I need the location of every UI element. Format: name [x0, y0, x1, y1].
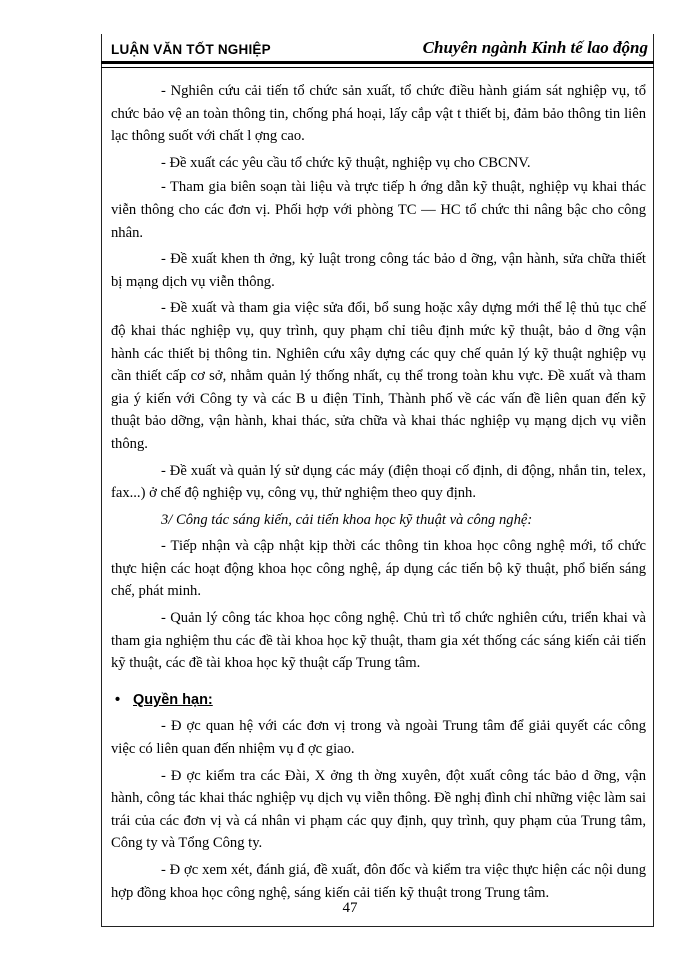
body-paragraph: - Đ ợc kiểm tra các Đài, X ởng th ờng xuyên, đột xuất công tác bảo d ỡng, vận hành, công tác khai thác nghiệp vụ dịch vụ viễn thông. Đề nghị đình chỉ những việc làm sai trái của các đơn vị và cá nhân vi phạm các quy định, quy trình, quy phạm của Trung tâm, Công ty và Tổng Công ty.	[111, 767, 646, 852]
body-paragraph: - Đề xuất và quản lý sử dụng các máy (điện thoại cố định, di động, nhắn tin, telex, fax...) ở chế độ nghiệp vụ, công vụ, thử nghiệm theo quy định.	[111, 462, 646, 502]
rights-heading	[115, 689, 646, 712]
page-header	[101, 34, 654, 68]
body-paragraph: - Đề xuất khen th ởng, kỷ luật trong công tác bảo d ỡng, vận hành, sửa chữa thiết bị mạng dịch vụ viễn thông.	[111, 251, 646, 290]
header-left-title: LUẬN VĂN TỐT NGHIỆP	[111, 42, 271, 57]
page-number: 47	[342, 900, 358, 916]
header-rule-thin	[101, 67, 654, 68]
header-rule-thick	[101, 61, 654, 64]
body-paragraph: - Tiếp nhận và cập nhật kịp thời các thông tin khoa học công nghệ mới, tổ chức thực hiện các hoạt động khoa học công nghệ, áp dụng các tiến bộ kỹ thuật, phổ biến sáng chế, phát minh.	[111, 538, 646, 600]
body-paragraph: - Quản lý công tác khoa học công nghệ. Chủ trì tổ chức nghiên cứu, triển khai và tham gia nghiệm thu các đề tài khoa học kỹ thuật, tham gia xét thống các sáng kiến cải tiến kỹ thuật, các đề tài khoa học kỹ thuật cấp Trung tâm.	[111, 610, 646, 672]
header-right-title: Chuyên ngành Kinh tế lao động	[422, 38, 648, 57]
body-paragraph: - Đề xuất các yêu cầu tổ chức kỹ thuật, nghiệp vụ cho CBCNV.	[161, 154, 531, 171]
rights-label: Quyền hạn:	[133, 691, 213, 708]
body-paragraph: - Tham gia biên soạn tài liệu và trực tiếp h ớng dẫn kỹ thuật, nghiệp vụ khai thác viễn thông cho các đơn vị. Phối hợp với phòng TC — HC tổ chức thi nâng bậc cho công nhân.	[111, 179, 646, 241]
section-heading: 3/ Công tác sáng kiến, cải tiến khoa học kỹ thuật và công nghệ:	[161, 511, 533, 528]
bullet-icon: •	[115, 691, 121, 708]
page-body	[111, 80, 646, 908]
body-paragraph: - Đ ợc quan hệ với các đơn vị trong và ngoài Trung tâm để giải quyết các công việc có liên quan đến nhiệm vụ đ ợc giao.	[111, 718, 646, 758]
body-paragraph: - Đề xuất và tham gia việc sửa đổi, bổ sung hoặc xây dựng mới thể lệ thủ tục chế độ khai thác nghiệp vụ, quy trình, quy phạm chỉ tiêu định mức kỹ thuật, bảo d ỡng vận hành các thiết bị thông tin. Nghiên cứu xây dựng các quy chế quản lý kỹ thuật nghiệp vụ cần thiết cấp cơ sở, nhằm quản lý thống nhất, cụ thể trong toàn khu vực. Đề xuất và tham gia ý kiến với Công ty và các B u điện Tỉnh, Thành phố về các vấn đề liên quan đến kỹ thuật bảo dỡng, vận hành, khai thác, sửa chữa và khai thác nghiệp vụ mạng dịch vụ viễn thông.	[111, 300, 646, 452]
body-paragraph: - Đ ợc xem xét, đánh giá, đề xuất, đôn đốc và kiểm tra việc thực hiện các nội dung hợp đồng khoa học công nghệ, sáng kiến cải tiến kỹ thuật trong Trung tâm.	[111, 862, 646, 901]
body-paragraph: - Nghiên cứu cải tiến tổ chức sản xuất, tổ chức điều hành giám sát nghiệp vụ, tổ chức bảo vệ an toàn thông tin, chống phá hoại, lấy cắp vật t thiết bị, đảm bảo thông tin liên lạc thông suốt với chất l ợng cao.	[111, 83, 646, 145]
